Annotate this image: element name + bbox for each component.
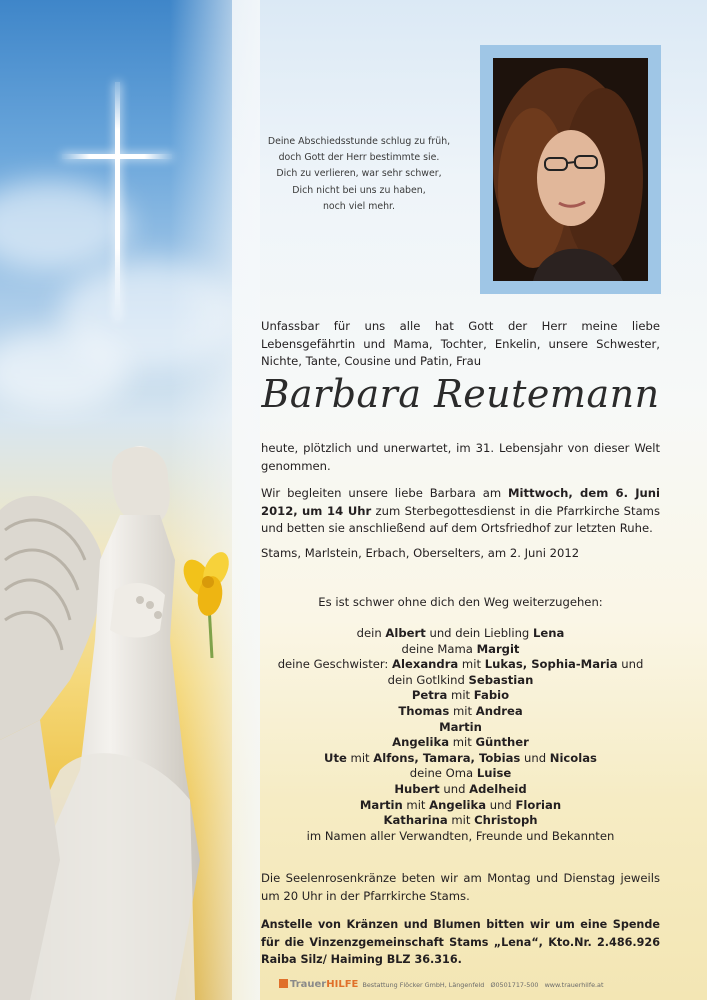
mourner-text: mit <box>346 750 374 765</box>
mourner-name: Adelheid <box>469 781 527 796</box>
place-date: Stams, Marlstein, Erbach, Oberselters, am 2. Juni 2012 <box>261 546 580 560</box>
funeral-paragraph <box>261 485 660 538</box>
mourner-text: und <box>520 750 550 765</box>
mourner-name: Margit <box>476 641 520 656</box>
portrait-photo <box>493 58 648 281</box>
mourner-text: mit <box>402 797 430 812</box>
mourner-name: Albert <box>385 626 426 640</box>
rosary-paragraph: Die Seelenrosenkränze beten wir am Montag und Dienstag jeweils um 20 Uhr in der Pfarrkirche Stams. <box>261 871 660 903</box>
mourner-name: Alexandra <box>392 657 459 672</box>
mourners-list <box>261 626 660 844</box>
poem-line: Dich zu verlieren, war sehr schwer, <box>276 168 442 180</box>
logo-text-accent: HILFE <box>326 979 359 990</box>
cloud <box>0 180 130 270</box>
mourner-name: Angelika <box>392 735 450 750</box>
mourner-text: dein Gotlkind <box>387 672 469 687</box>
mourner-text: deine Oma <box>409 766 477 781</box>
mourner-line <box>261 720 660 736</box>
mourner-name: Lukas, Sophia-Maria <box>484 657 618 672</box>
mourner-name: Hubert <box>394 781 440 796</box>
poem-line: Dich nicht bei uns zu haben, <box>292 184 426 196</box>
mourner-text: mit <box>447 688 474 703</box>
mourner-line <box>261 735 660 751</box>
logo-text: Trauer <box>290 979 327 990</box>
poem-line: Deine Abschiedsstunde schlug zu früh, <box>267 136 451 147</box>
mourner-name: Florian <box>515 797 562 812</box>
portrait-frame <box>480 45 661 294</box>
memorial-poem <box>250 134 468 215</box>
cross-vertical-beam <box>115 82 120 320</box>
mourner-text: im Namen aller Verwandten, Freunde und Bekannten <box>306 828 615 843</box>
mourner-text: deine Geschwister: <box>277 657 393 672</box>
mourner-name: Luise <box>476 766 512 781</box>
intro-paragraph: Unfassbar für uns alle hat Gott der Herr meine liebe Lebensgefährtin und Mama, Tochter, Enkelin, unsere Schwester, Nichte, Tante, Cousine und Patin, Frau <box>261 319 660 368</box>
mourner-text: deine Mama <box>401 641 477 656</box>
mourner-line <box>261 782 660 798</box>
mourner-name: Christoph <box>474 813 538 828</box>
poem-line: doch Gott der Herr bestimmte sie. <box>278 152 440 164</box>
mourner-line <box>261 642 660 658</box>
mourner-name: Günther <box>475 735 529 750</box>
mourner-text: mit <box>447 813 475 828</box>
mourner-text: mit <box>449 703 476 718</box>
donation-paragraph: Anstelle von Kränzen und Blumen bitten wir um eine Spende für die Vinzenzgemeinschaft Stams „Lena“, Kto.Nr. 2.486.926 Raiba Silz/ Haiming BLZ 36.316. <box>261 918 660 966</box>
mourner-line <box>261 657 660 673</box>
mourner-name: Sebastian <box>468 672 534 687</box>
mourner-name: Nicolas <box>549 750 597 765</box>
trauerhilfe-logo <box>279 979 358 990</box>
mourner-name: Alfons, Tamara, Tobias <box>373 750 521 765</box>
funeral-text: zum Sterbegottesdienst in die Pfarrkirche Stams und betten sie anschließend auf dem Ortsfriedhof zur letzten Ruhe. <box>261 503 661 535</box>
mourner-name: Lena <box>532 626 565 640</box>
mourner-name: Fabio <box>473 688 510 703</box>
footer-phone: Ø0501717-500 <box>490 981 539 989</box>
mourner-text: und dein Liebling <box>425 626 533 640</box>
funeral-text: Wir begleiten unsere liebe Barbara am <box>261 486 509 500</box>
mourner-text: und <box>439 781 470 796</box>
mourner-line <box>261 751 660 767</box>
mourner-name: Thomas <box>398 703 450 718</box>
footer-company: Bestattung Flöcker GmbH, Längenfeld <box>362 981 485 989</box>
mourner-name: Petra <box>411 688 448 703</box>
funeral-time: um 14 Uhr <box>302 503 372 518</box>
funeral-date: Mittwoch, dem 6. Juni 2012, <box>261 486 660 518</box>
footer <box>279 979 603 990</box>
mourner-name: Andrea <box>475 703 523 718</box>
motto-line: Es ist schwer ohne dich den Weg weiterzugehen: <box>318 595 603 609</box>
mourner-text: und <box>486 797 516 812</box>
mourner-name: Angelika <box>429 797 487 812</box>
mourner-line <box>261 688 660 704</box>
mourner-name: Martin <box>359 797 403 812</box>
poem-line: noch viel mehr. <box>322 200 396 212</box>
mourner-name: Martin <box>439 719 482 734</box>
mourner-text: mit <box>458 657 485 672</box>
mourner-line <box>261 798 660 814</box>
mourner-line <box>261 766 660 782</box>
logo-mark-icon <box>279 979 288 988</box>
mourner-line <box>261 813 660 829</box>
mourner-line <box>261 829 660 845</box>
death-paragraph: heute, plötzlich und unerwartet, im 31. Lebensjahr von dieser Welt genommen. <box>261 441 660 473</box>
mourner-name: Ute <box>324 750 347 765</box>
mourner-line <box>261 673 660 689</box>
mourner-text: dein <box>356 626 386 640</box>
deceased-name: Barbara Reutemann <box>261 372 660 416</box>
mourner-text: und <box>617 657 644 672</box>
cross-horizontal-beam <box>62 154 172 159</box>
angel-statue-image <box>0 440 215 1000</box>
footer-web-link[interactable]: www.trauerhilfe.at <box>544 981 604 989</box>
mourner-text: mit <box>449 735 476 750</box>
mourner-line <box>261 626 660 642</box>
mourner-name: Katharina <box>383 813 448 828</box>
mourner-line <box>261 704 660 720</box>
